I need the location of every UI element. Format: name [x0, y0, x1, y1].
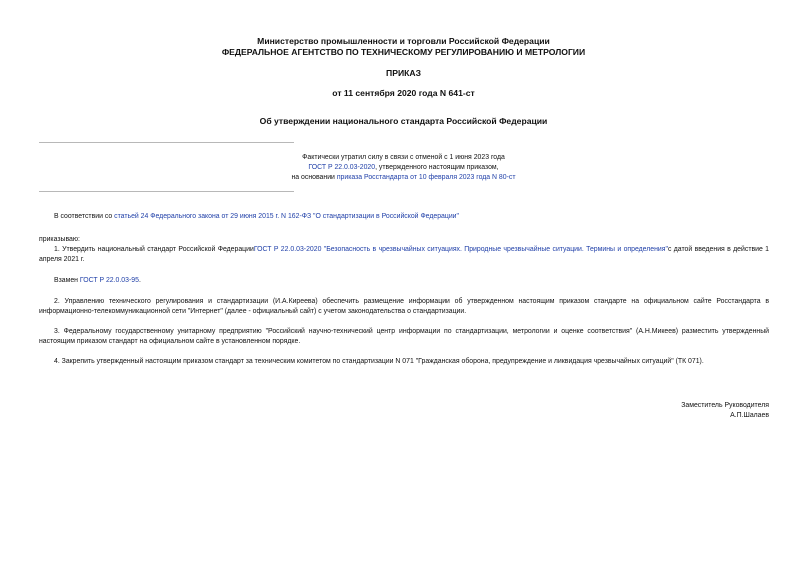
- federal-law-link[interactable]: статьей 24 Федерального закона от 29 июня 2015 г. N 162-ФЗ "О стандартизации в Российской Федерации": [114, 213, 459, 220]
- replacement-suffix: .: [138, 277, 141, 284]
- item1-prefix: 1. Утвердить национальный стандарт Российской Федерации: [54, 246, 254, 253]
- rosstandart-order-link[interactable]: приказа Росстандарта от 10 февраля 2023 года N 80-ст: [336, 174, 516, 181]
- intro-paragraph: [39, 212, 769, 222]
- notice-line2-text: , утвержденного настоящим приказом,: [375, 164, 499, 171]
- ministry-name: Министерство промышленности и торговли Российской Федерации: [257, 36, 550, 46]
- validity-notice-line1: Фактически утратил силу в связи с отменой с 1 июня 2023 года: [302, 154, 505, 161]
- signatory-name: А.П.Шалаев: [730, 412, 769, 419]
- item-2: 2. Управлению технического регулирования и стандартизации (И.А.Киреева) обеспечить размещение информации об утвержденном настоящим приказом стандарте на официальном сайте Росстандарта в информационно-телекоммуникационной сети "Интернет" (далее - официальный сайт) с учетом законодательства о стандартизации.: [39, 298, 769, 315]
- item-3: 3. Федеральному государственному унитарному предприятию "Российский научно-технический центр информации по стандартизации, метрологии и оценке соответствия" (А.Н.Микеев) разместить утвержденный настоящим приказом стандарт на официальном сайте в установленном порядке.: [39, 328, 769, 345]
- gost-standard-link[interactable]: ГОСТ Р 22.0.03-2020 "Безопасность в чрезвычайных ситуациях. Природные чрезвычайные ситуации. Термины и определения": [253, 246, 668, 253]
- divider-top: [39, 142, 294, 143]
- document-date: от 11 сентября 2020 года N 641-ст: [332, 88, 475, 98]
- gost-2020-link[interactable]: ГОСТ Р 22.0.03-2020: [308, 164, 376, 171]
- validity-notice-line3: [0, 173, 807, 183]
- order-word: приказываю:: [39, 236, 80, 243]
- gost-95-link[interactable]: ГОСТ Р 22.0.03-95: [79, 277, 139, 284]
- document-type: ПРИКАЗ: [386, 68, 421, 78]
- divider-bottom: [39, 191, 294, 192]
- agency-name: ФЕДЕРАЛЬНОЕ АГЕНТСТВО ПО ТЕХНИЧЕСКОМУ РЕГУЛИРОВАНИЮ И МЕТРОЛОГИИ: [221, 47, 586, 57]
- item-1: [39, 245, 769, 264]
- item-4: 4. Закрепить утвержденный настоящим приказом стандарт за техническим комитетом по стандартизации N 071 "Гражданская оборона, предупреждение и ликвидация чрезвычайных ситуаций" (ТК 071).: [54, 358, 704, 365]
- notice-line3-prefix: на основании: [291, 174, 337, 181]
- signatory-position: Заместитель Руководителя: [681, 402, 769, 409]
- item1-suffix: с датой введения в действие 1 апреля 2021 г.: [39, 246, 770, 263]
- validity-notice-line2: [0, 163, 807, 173]
- intro-prefix: В соответствии со: [54, 213, 115, 220]
- document-title: Об утверждении национального стандарта Российской Федерации: [259, 116, 548, 126]
- replacement-prefix: Взамен: [54, 277, 80, 284]
- replacement-line: [39, 276, 769, 286]
